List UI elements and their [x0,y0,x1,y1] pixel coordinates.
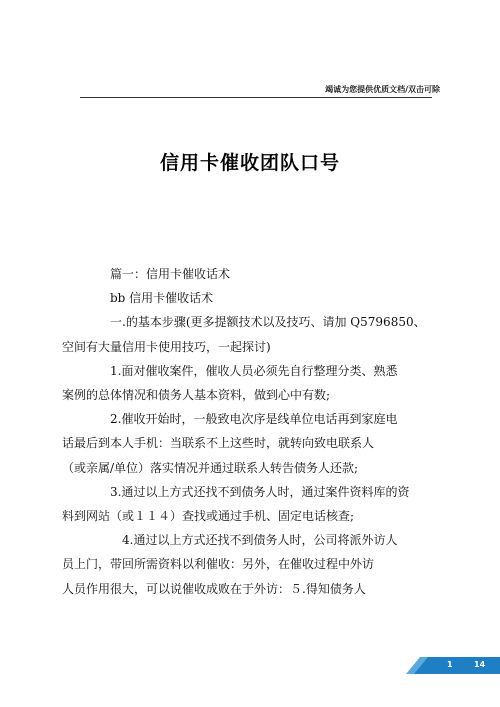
body-line: 话最后到本人手机：当联系不上这些时，就转向致电联系人 [62,436,375,451]
body-line: 员上门，带回所需资料以利催收：另外，在催收过程中外访 [62,557,375,572]
document-title: 信用卡催收团队口号 [159,152,340,174]
footer-bar [0,657,500,674]
footer-bar-shape [414,657,500,674]
header-note: 竭诚为您提供优质文档/双击可除 [325,85,440,94]
body-line: 2.催收开始时，一般致电次序是线单位电话再到家庭电 [110,412,398,427]
body-line: 人员作用很大，可以说催收成败在于外访：５.得知债务人 [62,581,366,596]
body-line: 4.通过以上方式还找不到债务人时，公司将派外访人 [122,533,398,548]
body-line: 空间有大量信用卡使用技巧，一起探讨) [62,339,271,354]
document-body [62,262,442,601]
header-divider [80,97,432,98]
body-line: 案例的总体情况和债务人基本资料，做到心中有数; [62,388,331,403]
body-line: bb 信用卡催收话术 [110,291,214,306]
body-line: 3.通过以上方式还找不到债务人时，通过案件资料库的资 [110,484,410,499]
body-line: 料到网站（或１１４）查找或通过手机、固定电话核查; [62,509,355,524]
body-line: 1.面对催收案件，催收人员必须先自行整理分类、熟悉 [110,363,398,378]
page-number-total: 14 [474,660,486,669]
body-line: 一.的基本步骤(更多提额技术以及技巧、请加 Q5796850、 [110,315,426,330]
page-number-current: 1 [447,660,453,669]
body-line: 篇一：信用卡催收话术 [110,267,231,281]
body-line: （或亲属/单位）落实情况并通过联系人转告债务人还款; [62,460,359,475]
